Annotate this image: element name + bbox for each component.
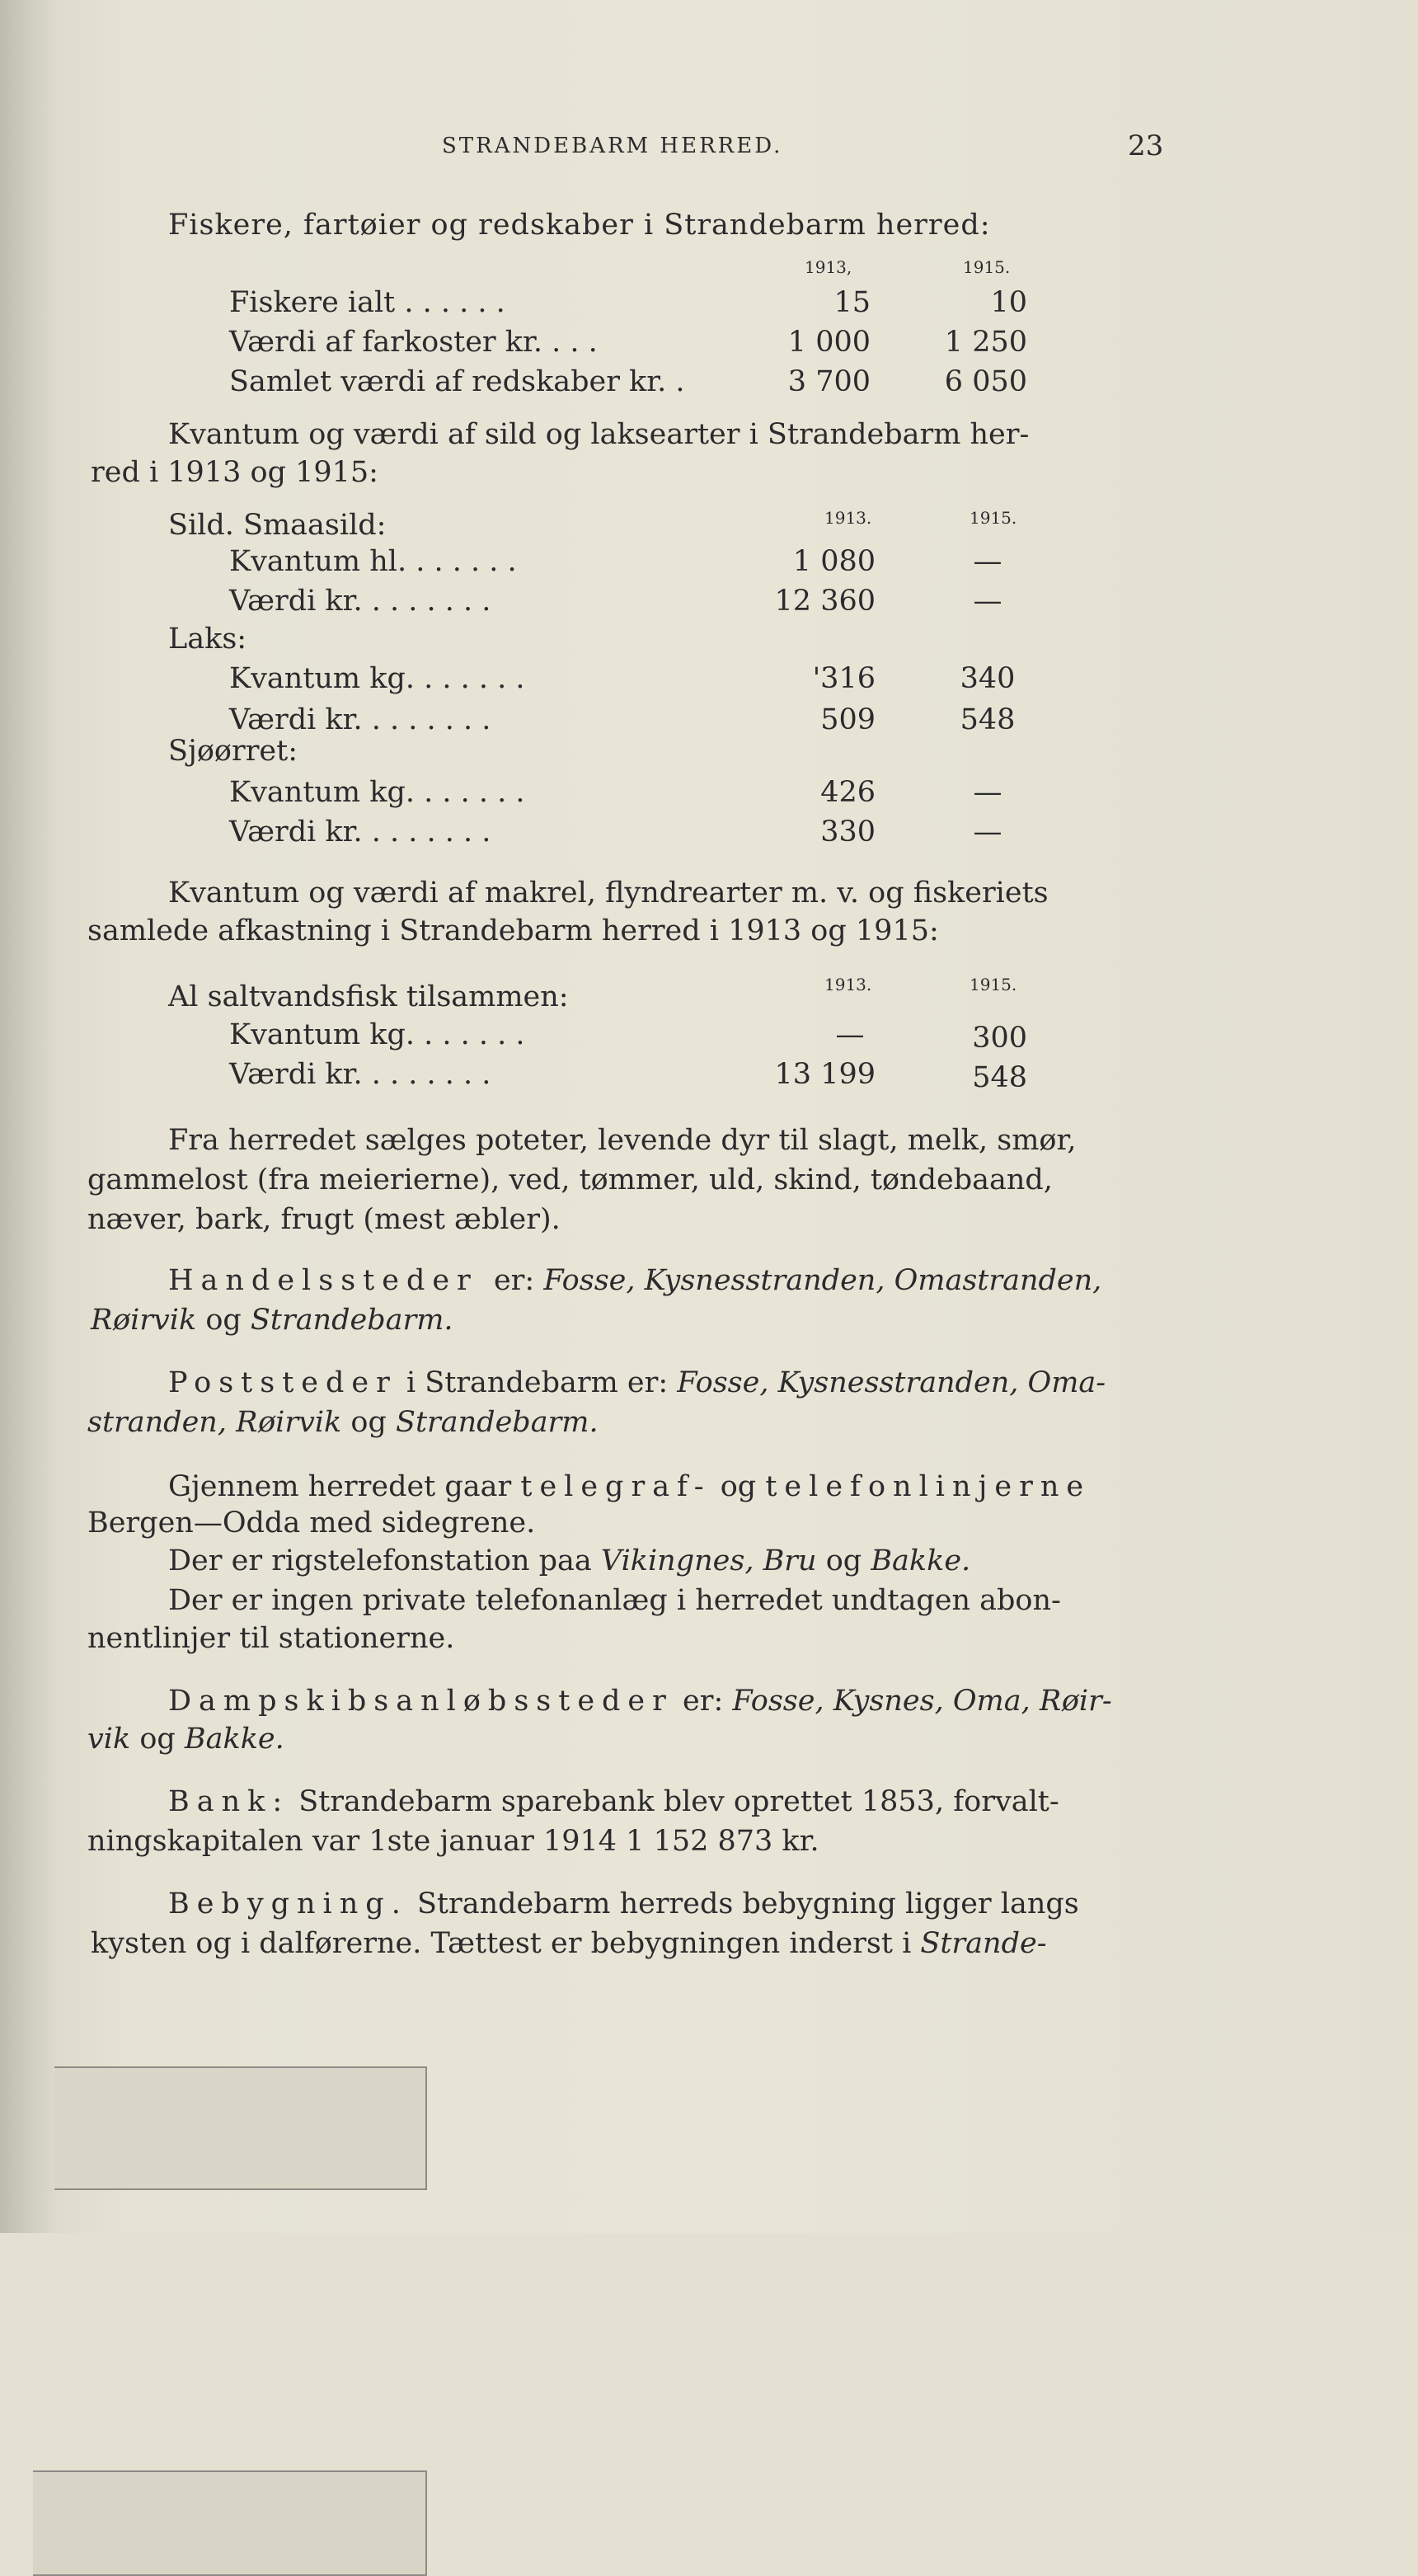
paragraph-dampskib-line2: vik og Bakke. [87,1723,284,1756]
table2-year-1913: 1913. [824,508,872,528]
table2-row-1913: '316 [812,662,876,695]
paragraph-handelssteder-line2: Røirvik og Strandebarm. [91,1304,453,1337]
table3-row-label: Kvantum kg. . . . . . . [229,1018,525,1051]
table1-row-label: Samlet værdi af redskaber kr. . [229,365,685,398]
paragraph-bank-line1: Bank: Strandebarm sparebank blev oprettet 1853, forvalt- [168,1785,1059,1818]
paragraph-telegraf-line1: Gjennem herredet gaar telegraf- og telefonlinjerne [168,1470,1092,1503]
table3-row-1915: 548 [972,1061,1027,1094]
paragraph-handelssteder-line1: Handelssteder er: Fosse, Kysnesstranden, Omastranden, [168,1264,1102,1297]
table2-laks-heading: Laks: [168,623,247,656]
paragraph-bebygning-line1: Bebygning. Strandebarm herreds bebygning ligger langs [168,1887,1079,1920]
table2-row-label: Værdi kr. . . . . . . . [229,703,491,736]
paragraph-telefonanlaeg-line1: Der er ingen private telefonanlæg i herredet undtagen abon- [168,1584,1061,1617]
poststeder-term: Poststeder [168,1366,397,1399]
paragraph-bank-line2: ningskapitalen var 1ste januar 1914 1 152 873 kr. [87,1825,819,1858]
dampskib-term: Dampskibsanløbssteder [168,1685,674,1718]
table2-row-1915: 548 [960,703,1016,736]
table2-row-1915: 340 [960,662,1016,695]
table2-row-1913: 509 [820,703,876,736]
table1-row-1915: 6 050 [944,365,1027,398]
table1-row-1913: 15 [833,286,871,319]
running-header: STRANDEBARM HERRED. [442,134,783,158]
handelssteder-term: Handelssteder [168,1264,478,1297]
table3-year-1913: 1913. [824,975,872,994]
table3-year-1915: 1915. [970,975,1017,994]
table1-row-1915: 10 [990,286,1027,319]
table2-sild-heading: Sild. Smaasild: [168,509,387,542]
paragraph-produce-line: Fra herredet sælges poteter, levende dyr til slagt, melk, smør, [168,1124,1077,1157]
table3-row-label: Værdi kr. . . . . . . . [229,1058,491,1091]
table2-row-1915: — [973,816,1002,848]
table3-row-1913: 13 199 [774,1058,876,1091]
paragraph-dampskib-line1: Dampskibsanløbssteder er: Fosse, Kysnes, Oma, Røir- [168,1685,1112,1718]
paragraph-poststeder-line1: Poststeder i Strandebarm er: Fosse, Kysnesstranden, Oma- [168,1366,1106,1399]
paragraph-bebygning-line2: kysten og i dalførerne. Tættest er bebygningen inderst i Strande- [91,1927,1047,1960]
paragraph-telefonanlaeg-line2: nentlinjer til stationerne. [87,1622,455,1655]
page-spine-shadow [0,0,58,2233]
table2-sjoorret-heading: Sjøørret: [168,735,298,768]
table2-row-label: Kvantum kg. . . . . . . [229,662,525,695]
table2-row-label: Kvantum kg. . . . . . . [229,776,525,809]
table1-row-1915: 1 250 [944,326,1027,359]
table2-year-1915: 1915. [970,508,1017,528]
table2-row-1915: — [973,776,1002,809]
table1-row-label: Fiskere ialt . . . . . . [229,286,505,319]
table2-row-1915: — [973,545,1002,578]
table2-row-label: Værdi kr. . . . . . . . [229,816,491,848]
paper-slip-drawn [33,2470,427,2576]
table3-row-1915: 300 [972,1022,1027,1055]
table1-row-1913: 1 000 [787,326,871,359]
paragraph-rigstelefon: Der er rigstelefonstation paa Vikingnes, Bru og Bakke. [168,1544,971,1577]
table1-row-1913: 3 700 [787,365,871,398]
paragraph-produce-line: gammelost (fra meierierne), ved, tømmer, uld, skind, tøndebaand, [87,1163,1053,1196]
table1-year-1915: 1915. [963,257,1011,277]
table2-row-label: Værdi kr. . . . . . . . [229,585,491,618]
table2-intro-line2: red i 1913 og 1915: [91,456,378,489]
table2-row-1915: — [973,585,1002,618]
bebygning-term: Bebygning. [168,1887,408,1920]
table3-intro-line1: Kvantum og værdi af makrel, flyndrearter m. v. og fiskeriets [168,877,1049,910]
paper-slip-page [54,2066,427,2190]
table2-row-1913: 330 [820,816,876,848]
table1-year-1913: 1913, [805,257,852,277]
bank-term: Bank: [168,1785,290,1818]
table2-row-1913: 1 080 [792,545,876,578]
table3-heading: Al saltvandsfisk tilsammen: [168,980,569,1013]
table2-row-1913: 12 360 [774,585,876,618]
paragraph-produce-line: næver, bark, frugt (mest æbler). [87,1203,561,1236]
table2-row-label: Kvantum hl. . . . . . . [229,545,517,578]
table1-row-label: Værdi af farkoster kr. . . . [229,326,598,359]
table3-intro-line2: samlede afkastning i Strandebarm herred i 1913 og 1915: [87,914,939,947]
table2-row-1913: 426 [820,776,876,809]
table2-intro-line1: Kvantum og værdi af sild og laksearter i Strandebarm her- [168,418,1030,451]
paragraph-telegraf-line2: Bergen—Odda med sidegrene. [87,1507,536,1539]
paragraph-poststeder-line2: stranden, Røirvik og Strandebarm. [87,1406,599,1439]
table1-title: Fiskere, fartøier og redskaber i Strandebarm herred: [168,209,991,242]
table3-row-1913: — [835,1018,865,1051]
page-number: 23 [1128,129,1164,162]
